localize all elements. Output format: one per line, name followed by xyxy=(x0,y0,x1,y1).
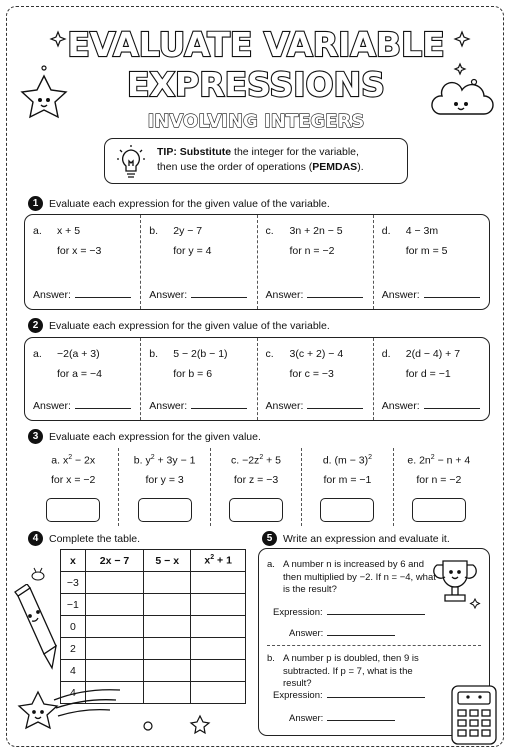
s2-a-answer xyxy=(33,400,131,412)
s3-d-value: for m = −1 xyxy=(323,473,372,486)
section3-row xyxy=(28,448,484,526)
expression-line[interactable] xyxy=(327,614,425,615)
s1-c-label: c. xyxy=(265,225,274,237)
table-blank-cell[interactable] xyxy=(85,616,143,638)
s2-d-answer xyxy=(382,400,480,412)
s2-d-label: d. xyxy=(381,348,391,360)
table-x-cell: 2 xyxy=(61,638,86,660)
answer-box[interactable] xyxy=(229,498,283,522)
answer-box[interactable] xyxy=(46,498,100,522)
s5-question-a xyxy=(267,559,437,597)
subtitle: INVOLVING INTEGERS xyxy=(147,111,365,132)
s1-d-answer-label: Answer: xyxy=(381,289,420,301)
table-header-sup: 2 xyxy=(210,554,215,562)
s2-c-answer xyxy=(266,400,364,412)
section4-heading xyxy=(28,531,140,546)
s1-b-expr: 2y − 7 xyxy=(173,225,203,237)
tip-text1: the integer for the variable, xyxy=(231,146,359,158)
section1-number: 1 xyxy=(28,196,43,211)
s2-d-answer-label: Answer: xyxy=(381,400,420,412)
s1-c-value: for n = −2 xyxy=(289,245,335,257)
table-blank-cell[interactable] xyxy=(191,572,246,594)
s1-item-d xyxy=(373,215,489,309)
table-row xyxy=(61,638,246,660)
bee-icon xyxy=(28,566,48,582)
s1-a-value: for x = −3 xyxy=(57,245,102,257)
s5-question-b xyxy=(267,653,437,691)
answer-line[interactable] xyxy=(424,408,480,409)
cloud-icon xyxy=(432,83,493,114)
expression-line[interactable] xyxy=(327,697,425,698)
tip-box xyxy=(104,138,408,184)
answer-box[interactable] xyxy=(320,498,374,522)
table-blank-cell[interactable] xyxy=(144,616,191,638)
s5-b-expression-label: Expression: xyxy=(273,690,323,701)
s5-a-answer xyxy=(289,628,395,639)
s5-b-answer xyxy=(289,713,395,724)
s5-b-expression xyxy=(273,690,425,701)
doodle-shapes-icon xyxy=(140,712,220,736)
section2-box xyxy=(24,337,490,421)
tip-bold-pemdas: PEMDAS xyxy=(312,161,358,173)
pencil-icon xyxy=(12,584,58,674)
table-blank-cell[interactable] xyxy=(85,594,143,616)
s2-item-b xyxy=(140,338,256,420)
section3-number: 3 xyxy=(28,429,43,444)
s5-b-answer-label: Answer: xyxy=(289,713,324,724)
table-header xyxy=(191,550,246,572)
answer-line[interactable] xyxy=(307,297,363,298)
s3-a-value: for x = −2 xyxy=(51,473,96,486)
s1-b-value: for y = 4 xyxy=(173,245,212,257)
s3-b-sup: 2 xyxy=(150,454,155,461)
section1-heading xyxy=(28,196,330,211)
table-blank-cell[interactable] xyxy=(191,660,246,682)
trophy-icon xyxy=(429,555,481,613)
table-row xyxy=(61,616,246,638)
s2-d-value: for d = −1 xyxy=(405,368,451,380)
s2-a-answer-label: Answer: xyxy=(33,400,71,412)
tip-text2: then use the order of operations ( xyxy=(157,161,313,173)
section3-heading-text: Evaluate each expression for the given value. xyxy=(49,430,261,443)
s3-e-base: 2n xyxy=(419,454,431,467)
s1-d-value: for m = 5 xyxy=(405,245,448,257)
table-x-cell: 4 xyxy=(61,660,86,682)
tip-bold-substitute: Substitute xyxy=(179,146,232,158)
s2-item-d xyxy=(373,338,489,420)
table-header: 2x − 7 xyxy=(85,550,143,572)
s5-a-expression-label: Expression: xyxy=(273,607,323,618)
table-row xyxy=(61,572,246,594)
s1-b-answer-label: Answer: xyxy=(149,289,188,301)
section5-number: 5 xyxy=(262,531,277,546)
tip-line2 xyxy=(157,160,407,175)
s1-b-label: b. xyxy=(149,225,159,237)
table-blank-cell[interactable] xyxy=(85,638,143,660)
s1-a-expr: x + 5 xyxy=(57,225,81,237)
s3-d-sup: 2 xyxy=(368,454,372,461)
s1-d-label: d. xyxy=(381,225,391,237)
star-character-icon xyxy=(22,76,66,117)
table-blank-cell[interactable] xyxy=(144,682,191,704)
s2-c-answer-label: Answer: xyxy=(265,400,304,412)
title-line1: EVALUATE VARIABLE xyxy=(67,25,445,64)
s2-b-label: b. xyxy=(149,348,159,360)
answer-line[interactable] xyxy=(191,297,247,298)
s3-c-label: c. xyxy=(230,454,240,467)
answer-box[interactable] xyxy=(412,498,466,522)
table-blank-cell[interactable] xyxy=(191,638,246,660)
s1-d-expr: 4 − 3m xyxy=(405,225,439,237)
s2-b-value: for b = 6 xyxy=(173,368,213,380)
answer-line[interactable] xyxy=(307,408,363,409)
table-x-cell: 4 xyxy=(61,682,86,704)
s3-b-value: for y = 3 xyxy=(145,473,184,486)
table-blank-cell[interactable] xyxy=(85,660,143,682)
answer-line[interactable] xyxy=(424,297,480,298)
s3-item-b xyxy=(118,448,209,526)
section1-heading-text: Evaluate each expression for the given value of the variable. xyxy=(49,197,330,210)
answer-line[interactable] xyxy=(75,297,131,298)
section4-heading-text: Complete the table. xyxy=(49,532,141,545)
s3-b-base: y xyxy=(145,454,151,467)
s3-a-label: a. xyxy=(51,454,61,467)
s3-e-label: e. xyxy=(407,454,417,467)
table-header: x xyxy=(61,550,86,572)
s1-c-answer-label: Answer: xyxy=(265,289,304,301)
table-row xyxy=(61,594,246,616)
s5-a-expression xyxy=(273,607,425,618)
answer-line[interactable] xyxy=(327,720,395,721)
s1-a-answer-label: Answer: xyxy=(33,289,71,301)
s3-item-c xyxy=(210,448,301,526)
s1-b-answer xyxy=(149,289,247,301)
section2-number: 2 xyxy=(28,318,43,333)
table-blank-cell[interactable] xyxy=(144,572,191,594)
table-blank-cell[interactable] xyxy=(191,616,246,638)
s2-b-answer xyxy=(149,400,247,412)
table-header-base: x xyxy=(204,554,211,567)
s1-item-b xyxy=(140,215,256,309)
section2-heading-text: Evaluate each expression for the given value of the variable. xyxy=(49,319,330,332)
answer-line[interactable] xyxy=(327,635,395,636)
section4-number: 4 xyxy=(28,531,43,546)
s5-a-text: A number n is increased by 6 and then multiplied by −2. If n = −4, what is the result? xyxy=(283,559,436,595)
table-x-cell: −1 xyxy=(61,594,86,616)
table-header-rest: + 1 xyxy=(214,554,232,567)
function-table xyxy=(60,549,246,704)
s3-c-base: −2z xyxy=(242,454,260,467)
s3-a-base: x xyxy=(62,454,69,467)
s3-c-rest: + 5 xyxy=(263,454,282,467)
s2-c-value: for c = −3 xyxy=(289,368,334,380)
table-blank-cell[interactable] xyxy=(144,660,191,682)
s2-b-answer-label: Answer: xyxy=(149,400,188,412)
table-blank-cell[interactable] xyxy=(191,594,246,616)
tip-line1 xyxy=(157,145,407,160)
s3-c-sup: 2 xyxy=(259,454,264,461)
s1-item-a xyxy=(25,215,140,309)
s1-c-expr: 3n + 2n − 5 xyxy=(289,225,343,237)
divider xyxy=(267,645,481,646)
tip-label: TIP: xyxy=(157,146,177,158)
s1-item-c xyxy=(257,215,373,309)
s1-a-label: a. xyxy=(33,225,42,237)
s3-e-rest: − n + 4 xyxy=(434,454,471,467)
s2-d-expr: 2(d − 4) + 7 xyxy=(405,348,461,360)
table-blank-cell[interactable] xyxy=(144,638,191,660)
answer-line[interactable] xyxy=(191,408,247,409)
s5-a-label: a. xyxy=(267,559,275,570)
table-blank-cell[interactable] xyxy=(85,572,143,594)
s3-a-rest: − 2x xyxy=(72,454,96,467)
s2-item-c xyxy=(257,338,373,420)
s3-d-label: d. xyxy=(322,454,332,467)
s2-a-expr: −2(a + 3) xyxy=(57,348,100,360)
s3-b-rest: + 3y − 1 xyxy=(154,454,196,467)
s3-c-value: for z = −3 xyxy=(233,473,279,486)
title-line2: EXPRESSIONS xyxy=(127,65,385,104)
s2-item-a xyxy=(25,338,140,420)
s2-c-label: c. xyxy=(265,348,274,360)
s3-b-label: b. xyxy=(133,454,143,467)
s2-a-label: a. xyxy=(33,348,42,360)
s2-b-expr: 5 − 2(b − 1) xyxy=(173,348,228,360)
s5-b-text: A number p is doubled, then 9 is subtracted. If p = 7, what is the result? xyxy=(283,653,419,689)
section5-heading xyxy=(262,531,450,546)
table-header-row xyxy=(61,550,246,572)
answer-line[interactable] xyxy=(75,408,131,409)
section1-box xyxy=(24,214,490,310)
tip-text3: ). xyxy=(357,161,364,173)
table-header: 5 − x xyxy=(144,550,191,572)
table-x-cell: −3 xyxy=(61,572,86,594)
s3-d-base: (m − 3) xyxy=(334,454,369,467)
worksheet-title xyxy=(0,6,512,136)
lightbulb-icon xyxy=(117,144,145,180)
section3-heading xyxy=(28,429,261,444)
table-x-cell: 0 xyxy=(61,616,86,638)
section5-heading-text: Write an expression and evaluate it. xyxy=(283,532,450,545)
table-row xyxy=(61,660,246,682)
answer-box[interactable] xyxy=(138,498,192,522)
s1-a-answer xyxy=(33,289,131,301)
table-blank-cell[interactable] xyxy=(144,594,191,616)
shooting-star-icon xyxy=(14,682,124,742)
table-blank-cell[interactable] xyxy=(191,682,246,704)
section2-heading xyxy=(28,318,330,333)
s3-e-value: for n = −2 xyxy=(416,473,462,486)
s3-e-sup: 2 xyxy=(430,454,435,461)
s3-item-a xyxy=(28,448,118,526)
s1-d-answer xyxy=(382,289,480,301)
s1-c-answer xyxy=(266,289,364,301)
s5-b-label: b. xyxy=(267,653,275,664)
s2-a-value: for a = −4 xyxy=(57,368,102,380)
s3-item-d xyxy=(301,448,392,526)
s2-c-expr: 3(c + 2) − 4 xyxy=(289,348,344,360)
s3-a-sup: 2 xyxy=(68,454,73,461)
s5-a-answer-label: Answer: xyxy=(289,628,324,639)
calculator-icon xyxy=(444,682,504,748)
s3-item-e xyxy=(393,448,484,526)
